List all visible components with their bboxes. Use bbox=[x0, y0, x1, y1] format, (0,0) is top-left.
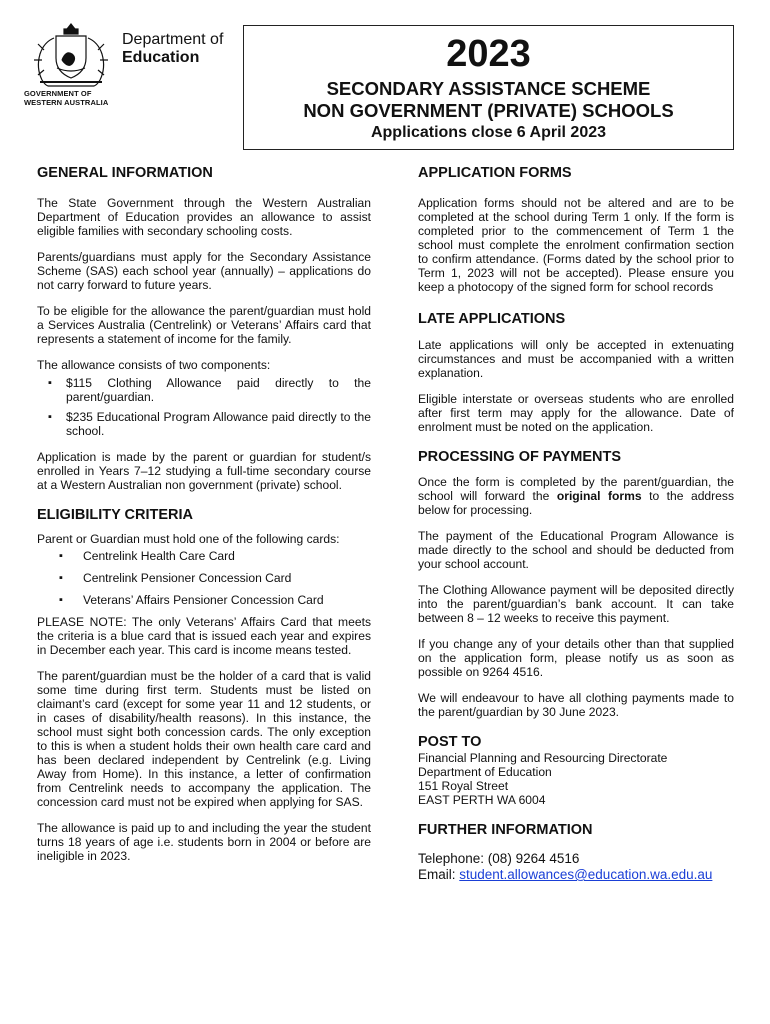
general-paragraph-4: The allowance consists of two components: bbox=[37, 358, 271, 372]
eligibility-note: PLEASE NOTE: The only Veterans’ Affairs Card that meets the criteria is a blue card that is issued each year and expires in December each year. This card is income means tested. bbox=[37, 615, 371, 657]
processing-text-b: to the address below for processing. bbox=[418, 489, 734, 517]
right-column bbox=[418, 164, 734, 883]
eligibility-paragraph-3: The allowance is paid up to and including the year the student turns 18 years of age i.e. students born in 2004 or before are ineligible in 2023. bbox=[37, 821, 371, 863]
government-line-2: WESTERN AUSTRALIA bbox=[24, 98, 109, 107]
email-line bbox=[418, 867, 734, 883]
government-line-1: GOVERNMENT OF bbox=[24, 89, 92, 98]
general-paragraph-2: Parents/guardians must apply for the Secondary Assistance Scheme (SAS) each school year (annually) – applications do not carry forward to future years. bbox=[37, 250, 371, 292]
processing-paragraph-5: We will endeavour to have all clothing payments made to the parent/guardian by 30 June 2023. bbox=[418, 691, 734, 719]
title-year: 2023 bbox=[446, 33, 531, 75]
eligibility-paragraph-2: The parent/guardian must be the holder of a card that is valid some time during first term. Students must be listed on claimant’s card (except for some year 11 and 12 students, or in cases of disability/health reasons). In this instance, the school must sight both concession cards. The only exception to this is when a student holds their own health care card and has been declared independent by Centrelink (e.g. Living Away from Home). In this instance, a letter of confirmation from Centrelink needs to accompany the application. The concession card must not be expired when applying for SAS. bbox=[37, 669, 371, 809]
general-information-heading: GENERAL INFORMATION bbox=[37, 165, 213, 181]
list-item: ▪ $235 Educational Program Allowance paid directly to the school. bbox=[37, 410, 371, 438]
wa-government-crest-icon bbox=[26, 20, 116, 92]
processing-payments-heading: PROCESSING OF PAYMENTS bbox=[418, 449, 622, 465]
government-label bbox=[24, 89, 108, 107]
processing-paragraph-1 bbox=[418, 475, 734, 517]
eligibility-criteria-heading: ELIGIBILITY CRITERIA bbox=[37, 507, 194, 523]
original-forms-emphasis: original forms bbox=[556, 489, 642, 503]
processing-text-a: Once the form is completed by the parent/guardian, the school will forward the bbox=[418, 475, 734, 503]
address-line: EAST PERTH WA 6004 bbox=[418, 793, 546, 807]
general-paragraph-1: The State Government through the Western Australian Department of Education provides an allowance to assist eligible families with secondary schooling costs. bbox=[37, 196, 371, 238]
late-applications-paragraph-1: Late applications will only be accepted in extenuating circumstances and must be accompanied with a written explanation. bbox=[418, 338, 734, 380]
application-forms-heading: APPLICATION FORMS bbox=[418, 165, 572, 181]
title-line-2: NON GOVERNMENT (PRIVATE) SCHOOLS bbox=[303, 100, 674, 121]
eligibility-paragraph-1: Parent or Guardian must hold one of the following cards: bbox=[37, 532, 340, 546]
late-applications-paragraph-2: Eligible interstate or overseas students who are enrolled after first term may apply for the allowance. Date of enrolment must be noted on the application. bbox=[418, 392, 734, 434]
further-information-heading: FURTHER INFORMATION bbox=[418, 822, 593, 838]
processing-paragraph-3: The Clothing Allowance payment will be deposited directly into the parent/guardian’s bank account. It can take between 8 – 12 weeks to receive this payment. bbox=[418, 583, 734, 625]
list-item: ▪ Centrelink Pensioner Concession Card bbox=[37, 571, 371, 585]
postal-address bbox=[418, 751, 734, 807]
telephone: Telephone: (08) 9264 4516 bbox=[418, 851, 580, 866]
list-item: ▪ Veterans’ Affairs Pensioner Concession Card bbox=[37, 593, 371, 607]
address-line: Financial Planning and Resourcing Directorate bbox=[418, 751, 668, 765]
list-item: ▪ Centrelink Health Care Card bbox=[37, 549, 371, 563]
left-column bbox=[37, 164, 371, 863]
allowance-components-list bbox=[37, 376, 371, 438]
email-link[interactable]: student.allowances@education.wa.edu.au bbox=[459, 867, 713, 882]
list-item: ▪ $115 Clothing Allowance paid directly to the parent/guardian. bbox=[37, 376, 371, 404]
department-name bbox=[122, 31, 223, 67]
processing-paragraph-2: The payment of the Educational Program Allowance is made directly to the school and should be deducted from your school account. bbox=[418, 529, 734, 571]
general-paragraph-3: To be eligible for the allowance the parent/guardian must hold a Services Australia (Centrelink) or Veterans’ Affairs card that represents a statement of income for the family. bbox=[37, 304, 371, 346]
processing-paragraph-4: If you change any of your details other than that supplied on the application form, please notify us as soon as possible on 9264 4516. bbox=[418, 637, 734, 679]
address-line: Department of Education bbox=[418, 765, 552, 779]
email-label: Email: bbox=[418, 867, 460, 882]
address-line: 151 Royal Street bbox=[418, 779, 509, 793]
title-box bbox=[243, 25, 734, 150]
department-line-1: Department of bbox=[122, 31, 224, 48]
department-line-2: Education bbox=[122, 49, 200, 66]
late-applications-heading: LATE APPLICATIONS bbox=[418, 311, 566, 327]
applications-close-date: Applications close 6 April 2023 bbox=[370, 124, 607, 141]
title-line-1: SECONDARY ASSISTANCE SCHEME bbox=[326, 78, 651, 99]
eligible-cards-list bbox=[37, 549, 371, 607]
general-paragraph-5: Application is made by the parent or guardian for student/s enrolled in Years 7–12 studying a full-time secondary course at a Western Australian non government (private) school. bbox=[37, 450, 371, 492]
post-to-heading: POST TO bbox=[418, 734, 482, 750]
application-forms-paragraph: Application forms should not be altered and are to be completed at the school during Term 1 only. If the form is completed prior to the commencement of Term 1 the school must complete the enrolment confirmation section to confirm attendance. (Forms dated by the school prior to Term 1, 2023 will not be accepted). Please ensure you keep a photocopy of the signed form for school records bbox=[418, 196, 734, 294]
